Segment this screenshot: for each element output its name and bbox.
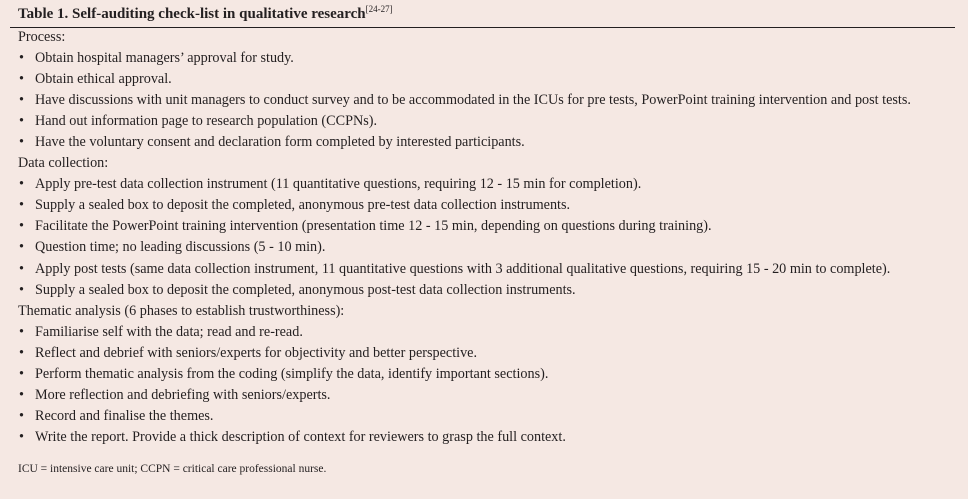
list-item (18, 174, 911, 195)
list-item-text: Facilitate the PowerPoint training intervention (presentation time 12 - 15 min, depending on questions during training). (35, 218, 712, 235)
list-item-text: Reflect and debrief with seniors/experts for objectivity and better perspective. (35, 344, 478, 361)
list-item (18, 195, 911, 216)
bullet-icon: • (19, 50, 24, 67)
bullet-icon: • (19, 197, 24, 214)
bullet-icon: • (19, 365, 24, 382)
bullet-icon: • (19, 323, 24, 340)
list-item (18, 343, 911, 364)
section-heading: Process: (18, 29, 66, 45)
list-item (18, 385, 911, 406)
list-item-text: Question time; no leading discussions (5 - 10 min). (35, 239, 326, 256)
table-title-text: Table 1. Self-auditing check-list in qualitative research (18, 6, 366, 22)
checklist-body (18, 27, 911, 448)
bullet-icon: • (19, 344, 24, 361)
list-item-text: Have discussions with unit managers to conduct survey and to be accommodated in the ICUs for pre tests, PowerPoint training intervention and post tests. (35, 92, 911, 109)
list-item-text: Apply pre-test data collection instrument (11 quantitative questions, requiring 12 - 15 min for completion). (35, 176, 642, 193)
bullet-icon: • (19, 134, 24, 151)
list-item-text: Supply a sealed box to deposit the completed, anonymous post-test data collection instruments. (35, 281, 576, 298)
list-item-text: Supply a sealed box to deposit the completed, anonymous pre-test data collection instruments. (35, 197, 571, 214)
list-item (18, 216, 911, 237)
table-footnote: ICU = intensive care unit; CCPN = critical care professional nurse. (18, 463, 327, 475)
bullet-icon: • (19, 218, 24, 235)
list-item (18, 322, 911, 343)
list-item-text: Obtain hospital managers’ approval for study. (35, 50, 294, 67)
bullet-icon: • (19, 260, 24, 277)
bullet-icon: • (19, 92, 24, 109)
section-heading: Data collection: (18, 155, 109, 172)
bullet-icon: • (19, 407, 24, 424)
list-item (18, 237, 911, 258)
list-item-text: Record and finalise the themes. (35, 407, 214, 424)
list-item (18, 48, 911, 69)
list-item-text: Familiarise self with the data; read and re-read. (35, 323, 303, 340)
list-item-text: Perform thematic analysis from the coding (simplify the data, identify important sections). (35, 365, 549, 382)
table-title (18, 4, 393, 23)
bullet-icon: • (19, 386, 24, 403)
list-item (18, 69, 911, 90)
list-item (18, 406, 911, 427)
list-item-text: Have the voluntary consent and declaration form completed by interested participants. (35, 134, 525, 151)
bullet-icon: • (19, 176, 24, 193)
list-item-text: Obtain ethical approval. (35, 71, 172, 88)
section-heading: Thematic analysis (6 phases to establish trustworthiness): (18, 302, 345, 319)
bullet-icon: • (19, 428, 24, 445)
list-item (18, 280, 911, 301)
bullet-icon: • (19, 281, 24, 298)
table-title-refs: [24-27] (365, 4, 393, 14)
list-item-text: More reflection and debriefing with seniors/experts. (35, 386, 331, 403)
list-item (18, 259, 911, 280)
bullet-icon: • (19, 239, 24, 256)
list-item (18, 132, 911, 153)
list-item (18, 427, 911, 448)
bullet-icon: • (19, 113, 24, 130)
list-item-text: Apply post tests (same data collection instrument, 11 quantitative questions with 3 additional qualitative questions, requiring 15 - 20 min to complete). (35, 260, 891, 277)
list-item-text: Write the report. Provide a thick description of context for reviewers to grasp the full context. (35, 428, 566, 445)
list-item (18, 111, 911, 132)
bullet-icon: • (19, 71, 24, 88)
list-item (18, 90, 911, 111)
list-item (18, 364, 911, 385)
list-item-text: Hand out information page to research population (CCPNs). (35, 113, 378, 130)
